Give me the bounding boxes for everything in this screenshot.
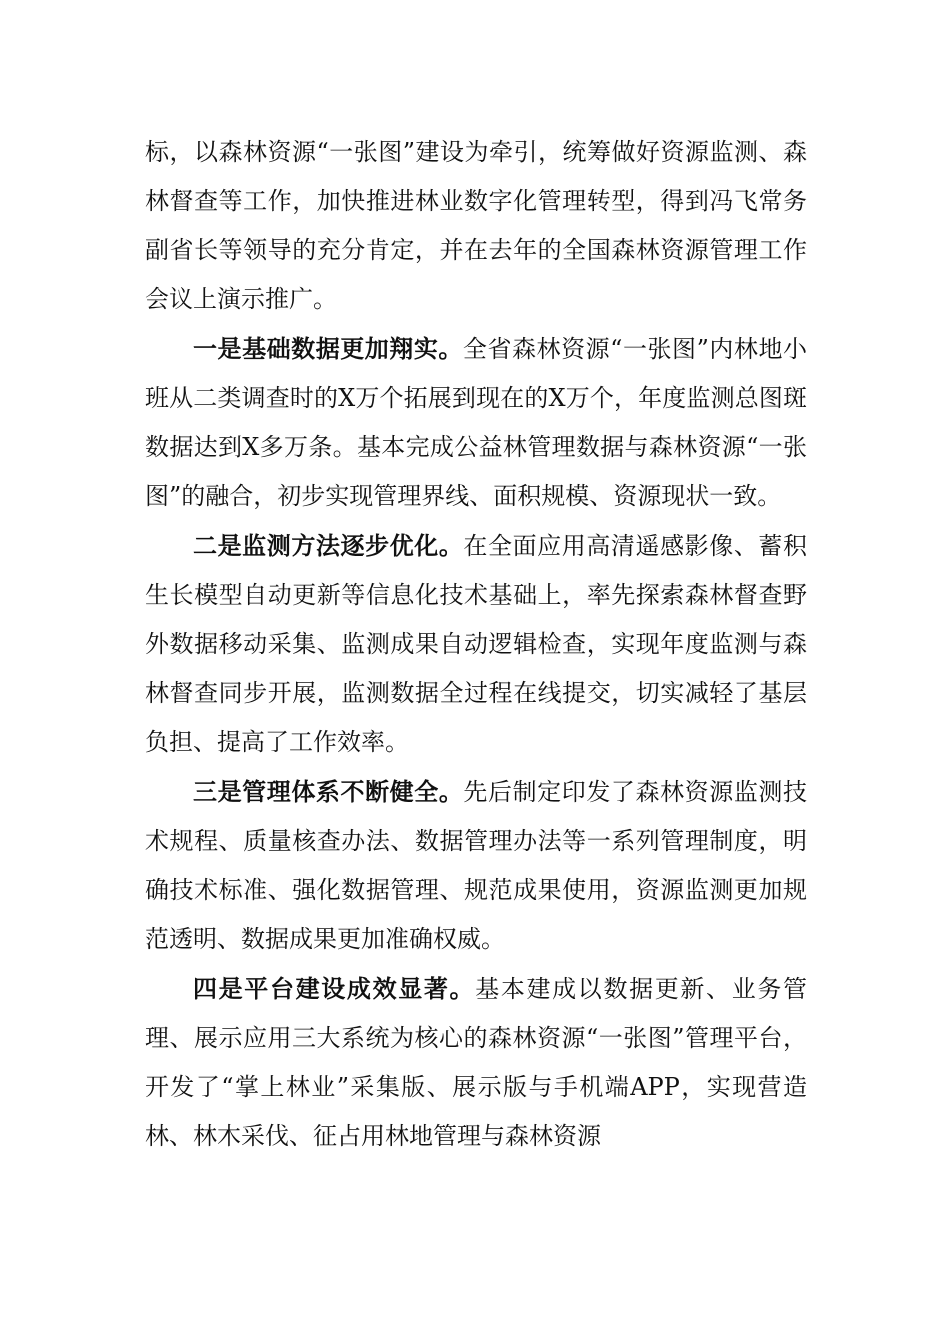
paragraph-lead: 三是管理体系不断健全。 (193, 777, 464, 806)
paragraph-lead: 二是监测方法逐步优化。 (193, 531, 464, 560)
paragraph-text: 在全面应用高清遥感影像、蓄积生长模型自动更新等信息化技术基础上，率先探索森林督查野外数据移动采集、监测成果自动逻辑检查，实现年度监测与森林督查同步开展，监测数据全过程在线提交，切实减轻了基层负担、提高了工作效率。 (145, 532, 808, 756)
paragraph-continuation (145, 128, 807, 324)
paragraph-platform-construction (145, 964, 807, 1161)
paragraph-text: 基本建成以数据更新、业务管理、展示应用三大系统为核心的森林资源“一张图”管理平台，开发了“掌上林业”采集版、展示版与手机端APP，实现营造林、林木采伐、征占用林地管理与森林资源 (145, 975, 808, 1150)
paragraph-text: 先后制定印发了森林资源监测技术规程、质量核查办法、数据管理办法等一系列管理制度，明确技术标准、强化数据管理、规范成果使用，资源监测更加规范透明、数据成果更加准确权威。 (145, 778, 808, 953)
document-body (145, 128, 807, 1161)
paragraph-basic-data (145, 324, 807, 521)
paragraph-monitoring-method (145, 521, 807, 767)
paragraph-text: 标，以森林资源“一张图”建设为牵引，统筹做好资源监测、森林督查等工作，加快推进林业数字化管理转型，得到冯飞常务副省长等领导的充分肯定，并在去年的全国森林资源管理工作会议上演示推广。 (145, 138, 807, 313)
paragraph-lead: 一是基础数据更加翔实。 (193, 334, 463, 363)
paragraph-lead: 四是平台建设成效显著。 (193, 974, 476, 1003)
paragraph-management-system (145, 767, 807, 964)
paragraph-text: 全省森林资源“一张图”内林地小班从二类调查时的X万个拓展到现在的X万个，年度监测总图斑数据达到X多万条。基本完成公益林管理数据与森林资源“一张图”的融合，初步实现管理界线、面积规模、资源现状一致。 (145, 335, 807, 510)
